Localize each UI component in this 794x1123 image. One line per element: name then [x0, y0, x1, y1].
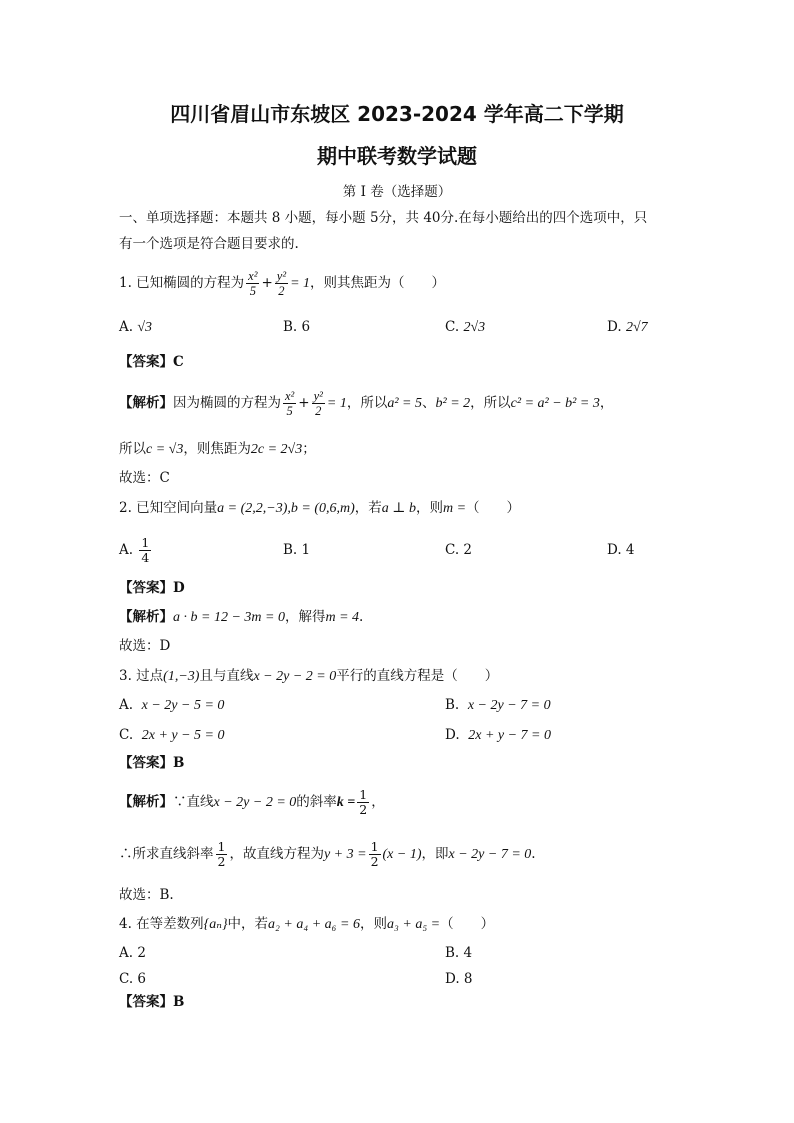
- q4-stem-text: 中，若: [227, 916, 269, 932]
- q1-expl-frac-num: x²: [285, 389, 295, 403]
- q3-option-d-value: 2x + y − 7 = 0: [468, 728, 552, 743]
- q4-option-c: C. 6: [119, 971, 147, 987]
- q1-option-a-label: A.: [119, 319, 134, 335]
- q2-frac-num: 1: [141, 535, 150, 550]
- q3-expl2-eq-right: (x − 1): [382, 847, 422, 862]
- q2-expl-result: m = 4: [325, 610, 360, 625]
- q3-option-a-value: x − 2y − 5 = 0: [141, 698, 225, 713]
- q2-option-a: [119, 532, 153, 568]
- q1-option-c-value: 2√3: [463, 320, 486, 335]
- q1-expl-fraction-x: [283, 389, 296, 418]
- q3-expl2-end: .: [531, 846, 536, 862]
- q4-option-d: D. 8: [445, 971, 473, 987]
- q1-fraction-x: [246, 269, 259, 298]
- q1-expl-frac-den: 5: [286, 404, 293, 418]
- q3-option-c-label: C.: [119, 727, 134, 743]
- q3-choice: 故选：B.: [119, 887, 174, 903]
- q3-frac-num: 1: [359, 787, 368, 802]
- q3-expl-k: k =: [336, 795, 356, 810]
- q3-expl-text: ∵直线: [173, 794, 214, 810]
- q1-expl-text: 因为椭圆的方程为: [173, 395, 281, 411]
- q2-option-a-label: A.: [119, 542, 134, 558]
- q3-expl-label: 【解析】: [119, 794, 173, 810]
- q3-frac-den: 2: [359, 802, 368, 817]
- q4-condition: a₂ + a₄ + a₆ = 6: [268, 917, 360, 932]
- q1-expl-label: 【解析】: [119, 395, 173, 411]
- q2-answer: 【答案】D: [119, 580, 185, 596]
- q2-expl-math: a · b = 12 − 3m = 0: [173, 610, 285, 625]
- q1-stem-tail: ，则其焦距为（ ）: [310, 275, 446, 291]
- q2-option-b: B. 1: [283, 542, 311, 558]
- q1-fraction-y: [275, 269, 288, 298]
- q1-expl2-end: ；: [302, 441, 316, 457]
- q1-plus: +: [261, 275, 273, 291]
- q1-frac-den: 5: [249, 284, 256, 298]
- q2-expl-text: ，解得: [284, 609, 326, 625]
- q1-expl2-text: 所以: [119, 441, 146, 457]
- q3-stem-tail: 平行的直线方程是（ ）: [336, 668, 499, 684]
- q1-stem: [119, 265, 445, 302]
- q1-frac-num: y²: [276, 269, 287, 283]
- volume-label: 第 I 卷（选择题）: [342, 184, 452, 200]
- q3-answer: 【答案】B: [119, 755, 185, 771]
- q1-option-b-value: 6: [301, 319, 311, 335]
- q1-explanation-2: [119, 439, 316, 460]
- q2-frac-den: 4: [141, 550, 150, 565]
- q4-sequence: {aₙ}: [203, 917, 228, 932]
- q1-expl2-text: ，则焦距为: [183, 441, 251, 457]
- q1-stem-text: 1. 已知椭圆的方程为: [119, 275, 245, 291]
- q4-answer: 【答案】B: [119, 994, 185, 1010]
- q3-option-c: [119, 725, 225, 746]
- q2-stem-tail: （ ）: [466, 500, 521, 516]
- q1-expl-equals: = 1: [326, 396, 347, 411]
- q1-explanation: [119, 385, 613, 422]
- q4-stem: [119, 914, 494, 935]
- q4-option-a: A. 2: [119, 945, 146, 961]
- q3-frac-den: 2: [370, 854, 379, 869]
- q1-frac-den: 2: [278, 284, 285, 298]
- q3-point: (1,−3): [163, 669, 200, 684]
- q3-option-b: [445, 695, 551, 716]
- q1-expl-frac-den: 2: [315, 404, 322, 418]
- q3-expl-fraction: [357, 788, 369, 817]
- q3-expl2-result: x − 2y − 7 = 0: [448, 847, 532, 862]
- q1-expl-b2: b² = 2: [435, 396, 471, 411]
- q2-option-c: C. 2: [445, 542, 473, 558]
- q1-expl-a2: a² = 5: [387, 396, 423, 411]
- q3-option-a-label: A.: [119, 697, 134, 713]
- q4-option-b: B. 4: [445, 945, 473, 961]
- q3-expl2-text: ∴所求直线斜率: [119, 846, 214, 862]
- q3-expl-line: x − 2y − 2 = 0: [213, 795, 297, 810]
- q3-option-c-value: 2x + y − 5 = 0: [141, 728, 225, 743]
- q1-option-d-label: D.: [607, 319, 622, 335]
- q1-expl-frac-num: y²: [313, 389, 323, 403]
- q2-stem-text: 2. 已知空间向量: [119, 500, 218, 516]
- q1-expl-fraction-y: [312, 389, 325, 418]
- q3-expl2-fraction-2: [369, 840, 381, 869]
- q2-stem-text: ，则: [415, 500, 443, 516]
- q4-stem-text: ，则: [360, 916, 387, 932]
- q3-frac-den: 2: [217, 854, 226, 869]
- q2-expl-label: 【解析】: [119, 609, 173, 625]
- q2-option-d: D. 4: [607, 542, 635, 558]
- q1-expl-c2: c² = a² − b² = 3: [510, 396, 600, 411]
- section-instruction-2: 有一个选项是符合题目要求的.: [119, 236, 299, 252]
- q1-expl-plus: +: [298, 395, 310, 411]
- q1-option-c-label: C.: [445, 319, 460, 335]
- q3-expl2-text: ，即: [421, 846, 449, 862]
- q2-choice: 故选：D: [119, 638, 171, 654]
- q3-expl-end: ，: [371, 794, 385, 810]
- q1-expl-text: ，所以: [346, 395, 388, 411]
- q2-vector-b: b = (0,6,m): [290, 501, 355, 516]
- q2-option-a-fraction: [139, 536, 151, 565]
- q2-explanation: [119, 607, 363, 628]
- q1-option-a-value: √3: [137, 320, 153, 335]
- q3-option-d: [445, 725, 551, 746]
- q1-option-b: [283, 317, 310, 337]
- q2-expl-end: .: [359, 609, 364, 625]
- q3-frac-num: 1: [370, 839, 379, 854]
- q3-line: x − 2y − 2 = 0: [253, 669, 337, 684]
- q3-expl2-eq-left: y + 3 =: [323, 847, 367, 862]
- q4-ask: a₃ + a₅ =: [387, 917, 441, 932]
- q2-stem-text: ，若: [354, 500, 382, 516]
- q3-stem: [119, 666, 498, 687]
- q3-explanation: [119, 784, 385, 821]
- q1-option-c: [445, 317, 485, 338]
- q3-stem-text: 且与直线: [199, 668, 254, 684]
- q1-expl2-c: c = √3: [146, 442, 184, 457]
- q3-option-d-label: D.: [445, 727, 460, 743]
- q1-option-d-value: 2√7: [625, 320, 648, 335]
- title-line-1: 四川省眉山市东坡区 2023-2024 学年高二下学期: [170, 102, 624, 126]
- q4-stem-tail: （ ）: [440, 916, 495, 932]
- q3-frac-num: 1: [217, 839, 226, 854]
- q1-expl-text: ，所以: [470, 395, 511, 411]
- q4-stem-text: 4. 在等差数列: [119, 916, 204, 932]
- q3-explanation-2: [119, 836, 536, 873]
- q1-expl-end: ，: [599, 395, 614, 411]
- q1-expl2-value: 2c = 2√3: [250, 442, 303, 457]
- q1-option-b-label: B.: [283, 319, 298, 335]
- q3-expl2-fraction: [216, 840, 228, 869]
- q1-expl-sep: 、: [422, 395, 436, 411]
- q3-stem-text: 3. 过点: [119, 668, 164, 684]
- q1-option-d: [607, 317, 648, 338]
- q1-equals: = 1: [290, 276, 311, 291]
- q2-vector-a: a = (2,2,−3),: [217, 501, 291, 516]
- q2-perpendicular: a ⊥ b: [381, 501, 416, 516]
- q3-expl-text: 的斜率: [296, 794, 337, 810]
- q1-answer: 【答案】C: [119, 354, 184, 370]
- q3-option-a: [119, 695, 224, 716]
- q2-m-equals: m =: [442, 501, 467, 516]
- section-instruction-1: 一、单项选择题：本题共 8 小题，每小题 5分，共 40分.在每小题给出的四个选项中，只: [119, 210, 648, 226]
- q1-option-a: [119, 317, 152, 338]
- q3-option-b-value: x − 2y − 7 = 0: [467, 698, 551, 713]
- q2-stem: [119, 498, 520, 519]
- title-line-2: 期中联考数学试题: [317, 144, 477, 168]
- q1-frac-num: x²: [248, 269, 258, 283]
- q3-expl2-text: ，故直线方程为: [229, 846, 324, 862]
- q1-choice: 故选：C: [119, 470, 170, 486]
- q3-option-b-label: B.: [445, 697, 460, 713]
